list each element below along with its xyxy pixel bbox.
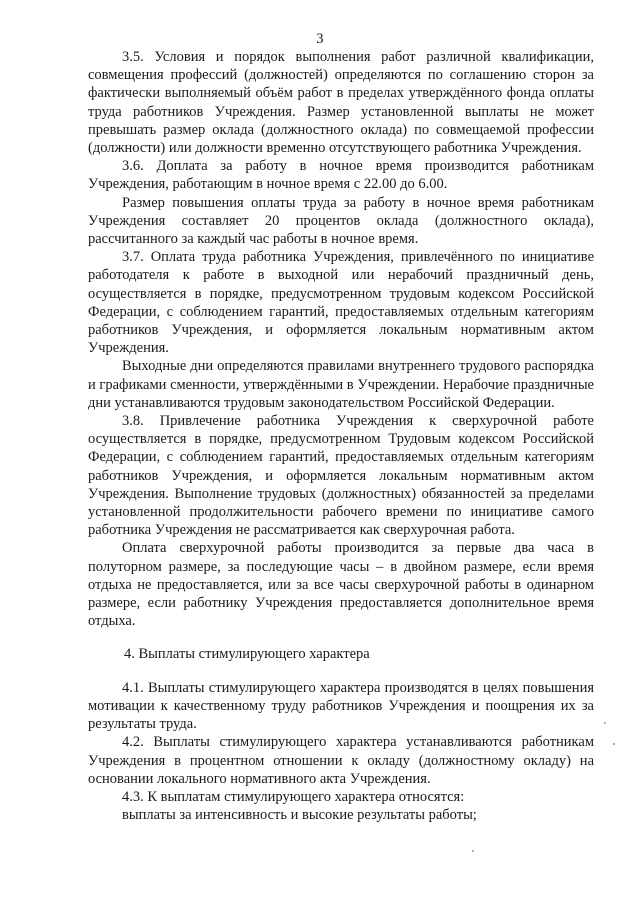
- paragraph-3-5: 3.5. Условия и порядок выполнения работ различной квалификации, совмещения профессий (должностей) определяются по соглашению сторон за фактически выполняемый объём работ в пределах утверждённого фонда оплаты труда работников Учреждения. Размер установленной выплаты не может превышать размер оклада (должностного оклада) по совмещаемой профессии (должности) или должности временно отсутствующего работника Учреждения.: [88, 49, 594, 157]
- paragraph-4-3: 4.3. К выплатам стимулирующего характера относятся:: [122, 788, 465, 805]
- document-body: [88, 48, 594, 824]
- paragraph-days-off: Выходные дни определяются правилами внутреннего трудового распорядка и графиками сменности, утверждёнными в Учреждении. Нерабочие праздничные дни устанавливаются трудовым законодательством Российской Федерации.: [88, 358, 594, 411]
- section-heading: 4. Выплаты стимулирующего характера: [124, 645, 370, 662]
- paragraph-3-6: 3.6. Доплата за работу в ночное время производится работникам Учреждения, работающим в ночное время с 22.00 до 6.00.: [88, 158, 594, 193]
- paragraph-night-rate: Размер повышения оплаты труда за работу в ночное время работникам Учреждения составляет 20 процентов оклада (должностного оклада), рассчитанного за каждый час работы в ночное время.: [88, 194, 594, 248]
- paragraph-overtime-pay: Оплата сверхурочной работы производится за первые два часа в полуторном размере, за последующие часы – в двойном размере, если время отдыха не предоставляется, или за все часы сверхурочной работы в одинарном размере, если работнику Учреждения предоставляется дополнительное время отдыха.: [88, 540, 594, 630]
- page-number: 3: [316, 31, 324, 47]
- paragraph-4-3-item: выплаты за интенсивность и высокие результаты работы;: [122, 807, 477, 824]
- paragraph-4-1: 4.1. Выплаты стимулирующего характера производятся в целях повышения мотивации к качественному труду работников Учреждения и поощрения их за результаты труда.: [88, 679, 594, 733]
- scan-speck: [472, 850, 474, 852]
- scan-speck: [613, 743, 615, 745]
- paragraph-3-7: 3.7. Оплата труда работника Учреждения, привлечённого по инициативе работодателя к работе в выходной или нерабочий праздничный день, осуществляется в порядке, предусмотренном трудовым кодексом Российской Федерации, с соблюдением гарантий, предоставляемых отдельным категориям работников Учреждения, и оформляется локальным нормативным актом Учреждения.: [88, 249, 594, 357]
- paragraph-3-8: 3.8. Привлечение работника Учреждения к сверхурочной работе осуществляется в порядке, предусмотренном Трудовым кодексом Российской Федерации, с соблюдением гарантий, предоставляемых отдельным категориям работников Учреждения, и оформляется локальным нормативным актом Учреждения. Выполнение трудовых (должностных) обязанностей за пределами установленной продолжительности рабочего времени по инициативе самого работника Учреждения не рассматривается как сверхурочная работа.: [88, 413, 594, 539]
- paragraph-4-2: 4.2. Выплаты стимулирующего характера устанавливаются работникам Учреждения в процентном отношении к окладу (должностному окладу) на основании локального нормативного акта Учреждения.: [88, 734, 594, 787]
- scan-speck: [604, 722, 606, 724]
